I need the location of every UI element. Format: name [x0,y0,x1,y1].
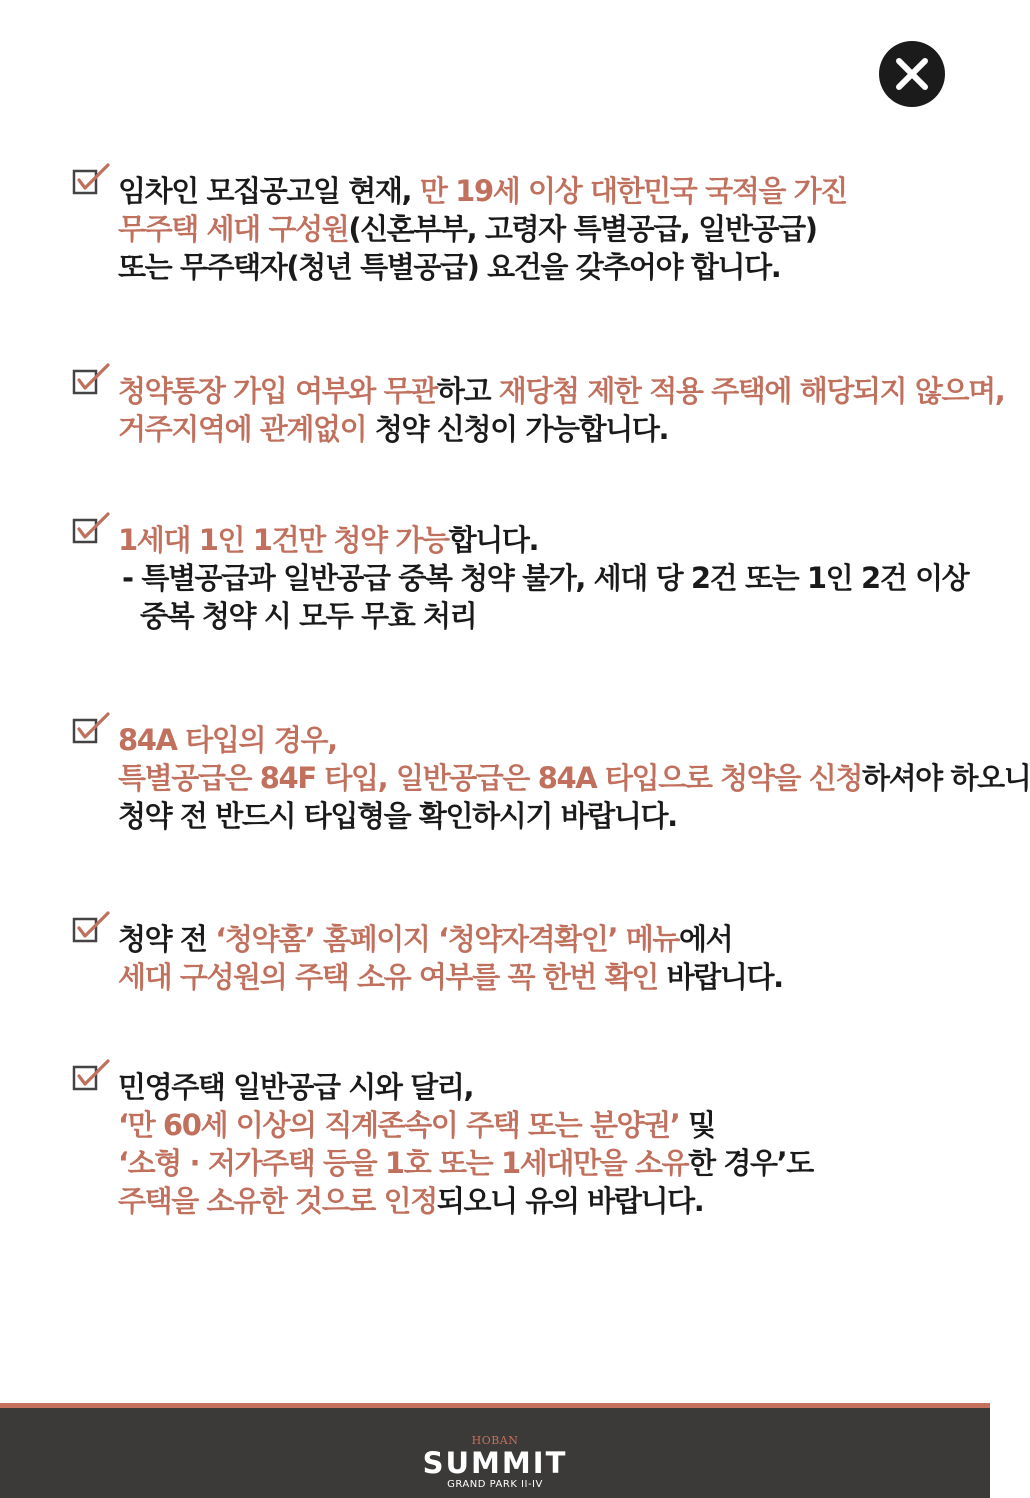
notice-text [118,914,783,1002]
notice-text-segment: 에서 [679,922,733,956]
notice-text-segment: 하고 [436,374,499,408]
checkbox-checked-icon [72,511,112,547]
notice-text-segment: 되오니 유의 바랍니다. [436,1184,704,1218]
highlight-text: 세대 구성원의 주택 소유 여부를 꼭 한번 확인 [118,960,658,994]
checkbox-checked-icon [72,910,112,946]
notice-text-segment: 또는 무주택자(청년 특별공급) 요건을 갖추어야 합니다. [118,250,781,284]
highlight-text: 재당첨 제한 적용 주택에 해당되지 않으며, [498,374,1005,408]
highlight-text: 특별공급은 84F 타입, 일반공급은 84A 타입으로 청약을 신청 [118,761,862,795]
checkbox-checked-icon [72,711,112,747]
brand-sub-text: GRAND PARK II-IV [447,1479,543,1490]
notice-text-segment: (신혼부부, 고령자 특별공급, 일반공급) [348,212,817,246]
notice-text-segment: 민영주택 일반공급 시와 달리, [118,1070,474,1104]
checkbox-checked-icon [72,362,112,398]
notice-text-segment: 하셔야 하오니 [861,761,1030,795]
notice-text-segment: 한 경우’도 [688,1146,813,1180]
highlight-text: 주택을 소유한 것으로 인정 [118,1184,437,1218]
notice-text [118,366,1004,454]
notice-text [118,166,847,292]
notice-text [118,1062,813,1226]
notice-line [118,242,847,292]
close-icon [879,41,945,107]
notice-text-segment: 중복 청약 시 모두 무효 처리 [140,599,477,633]
notice-text-segment: 임차인 모집공고일 현재, [118,174,420,208]
checkbox-checked-icon [72,1058,112,1094]
close-button[interactable] [879,41,945,107]
highlight-text: ‘소형 · 저가주택 등을 1호 또는 1세대만을 소유 [118,1146,689,1180]
notice-text-segment: - 특별공급과 일반공급 중복 청약 불가, 세대 당 2건 또는 1인 2건 이상 [122,561,969,595]
checkbox-checked-icon [72,162,112,198]
notice-text-segment: 청약 신청이 가능합니다. [366,412,669,446]
notice-text-segment: 청약 전 반드시 타입형을 확인하시기 바랍니다. [118,799,677,833]
footer-bar [0,1403,990,1498]
notice-line [118,952,783,1002]
notice-text [118,515,968,641]
highlight-text: ‘만 60세 이상의 직계존속이 주택 또는 분양권’ [118,1108,680,1142]
highlight-text: ‘청약홈’ 홈페이지 ‘청약자격확인’ 메뉴 [215,922,680,956]
notice-text-segment: 합니다. [448,523,539,557]
brand-top-text: HOBAN [471,1434,519,1447]
highlight-text: 무주택 세대 구성원 [118,212,349,246]
highlight-text: 청약통장 가입 여부와 무관 [118,374,437,408]
notice-text-segment: 청약 전 [118,922,216,956]
notice-text-segment: 바랍니다. [657,960,783,994]
brand-logo: SUMMIT [422,1446,568,1480]
highlight-text: 거주지역에 관계없이 [118,412,367,446]
notice-text [118,715,1030,841]
highlight-text: 1세대 1인 1건만 청약 가능 [118,523,449,557]
notice-text-segment: 및 [679,1108,715,1142]
highlight-text: 84A 타입의 경우, [118,723,337,757]
highlight-text: 만 19세 이상 대한민국 국적을 가진 [419,174,847,208]
